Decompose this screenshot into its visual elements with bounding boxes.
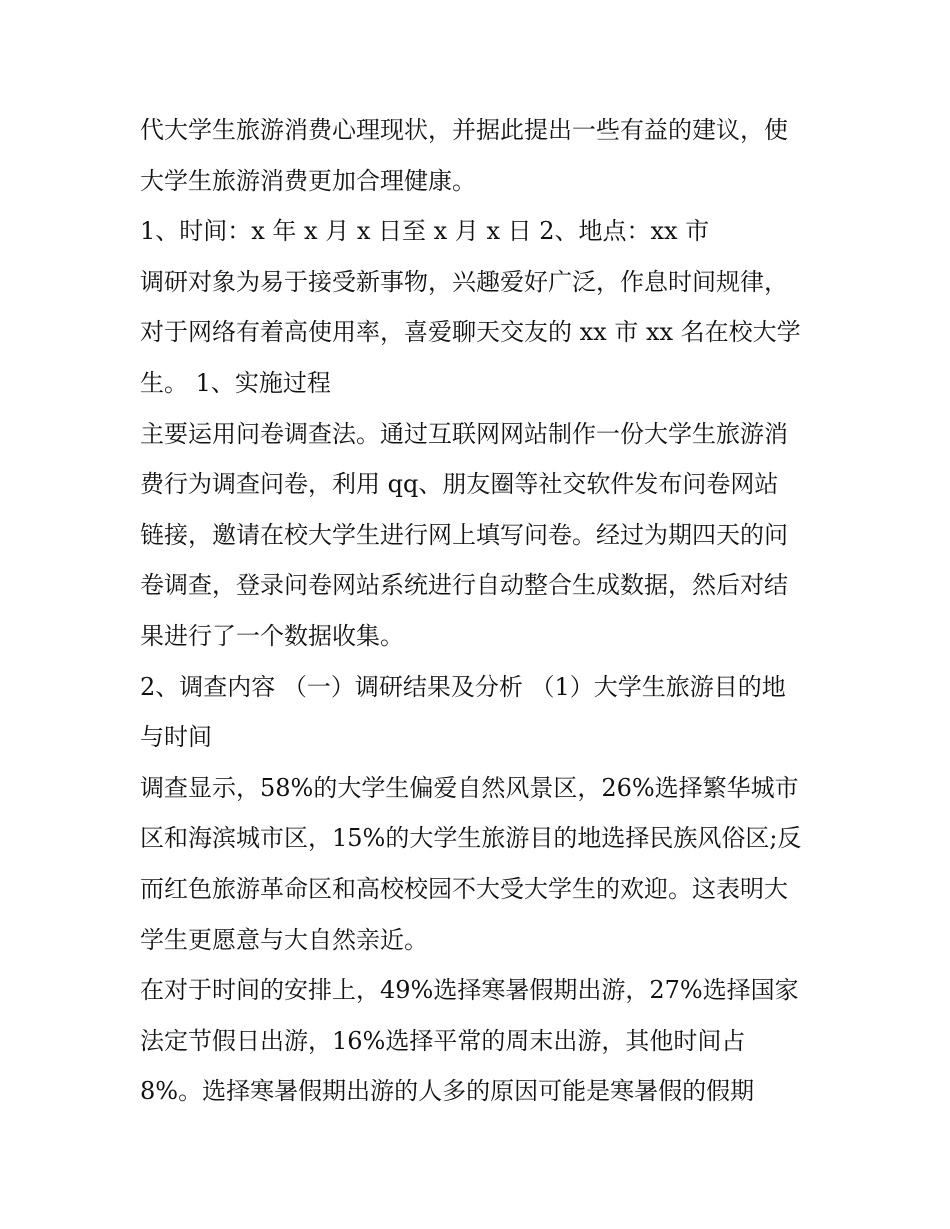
text-line: 8%。选择寒暑假期出游的人多的原因可能是寒暑假的假期 [140,1077,755,1106]
text-line: 费行为调查问卷，利用 qq、朋友圈等社交软件发布问卷网站 [140,470,779,499]
text-line: 调研对象为易于接受新事物，兴趣爱好广泛，作息时间规律， [140,267,788,296]
text-line: 卷调查，登录问卷网站系统进行自动整合生成数据，然后对结 [140,571,788,600]
text-line: 生。 1、实施过程 [140,368,331,397]
text-line: 主要运用问卷调查法。通过互联网网站制作一份大学生旅游消 [140,419,788,448]
text-line: 代大学生旅游消费心理现状，并据此提出一些有益的建议，使 [140,116,788,144]
text-line: 法定节假日出游，16%选择平常的周末出游，其他时间占 [140,1026,746,1055]
body-text [140,105,820,1117]
text-line: 1、时间：x 年 x 月 x 日至 x 月 x 日 2、地点：xx 市 [140,217,710,246]
text-line: 与时间 [140,723,212,752]
text-line: 调查显示，58%的大学生偏爱自然风景区，26%选择繁华城市 [140,773,799,802]
text-line: 学生更愿意与大自然亲近。 [140,925,428,954]
text-line: 对于网络有着高使用率，喜爱聊天交友的 xx 市 xx 名在校大学 [140,318,801,347]
text-line: 2、调查内容 （一）调研结果及分析 （1）大学生旅游目的地 [140,672,786,701]
text-line: 果进行了一个数据收集。 [140,621,404,650]
text-line: 区和海滨城市区，15%的大学生旅游目的地选择民族风俗区;反 [140,824,802,853]
text-line: 大学生旅游消费更加合理健康。 [140,166,476,195]
text-line: 而红色旅游革命区和高校校园不大受大学生的欢迎。这表明大 [140,874,788,903]
text-line: 在对于时间的安排上，49%选择寒暑假期出游，27%选择国家 [140,976,799,1005]
text-line: 链接，邀请在校大学生进行网上填写问卷。经过为期四天的问 [140,520,788,549]
